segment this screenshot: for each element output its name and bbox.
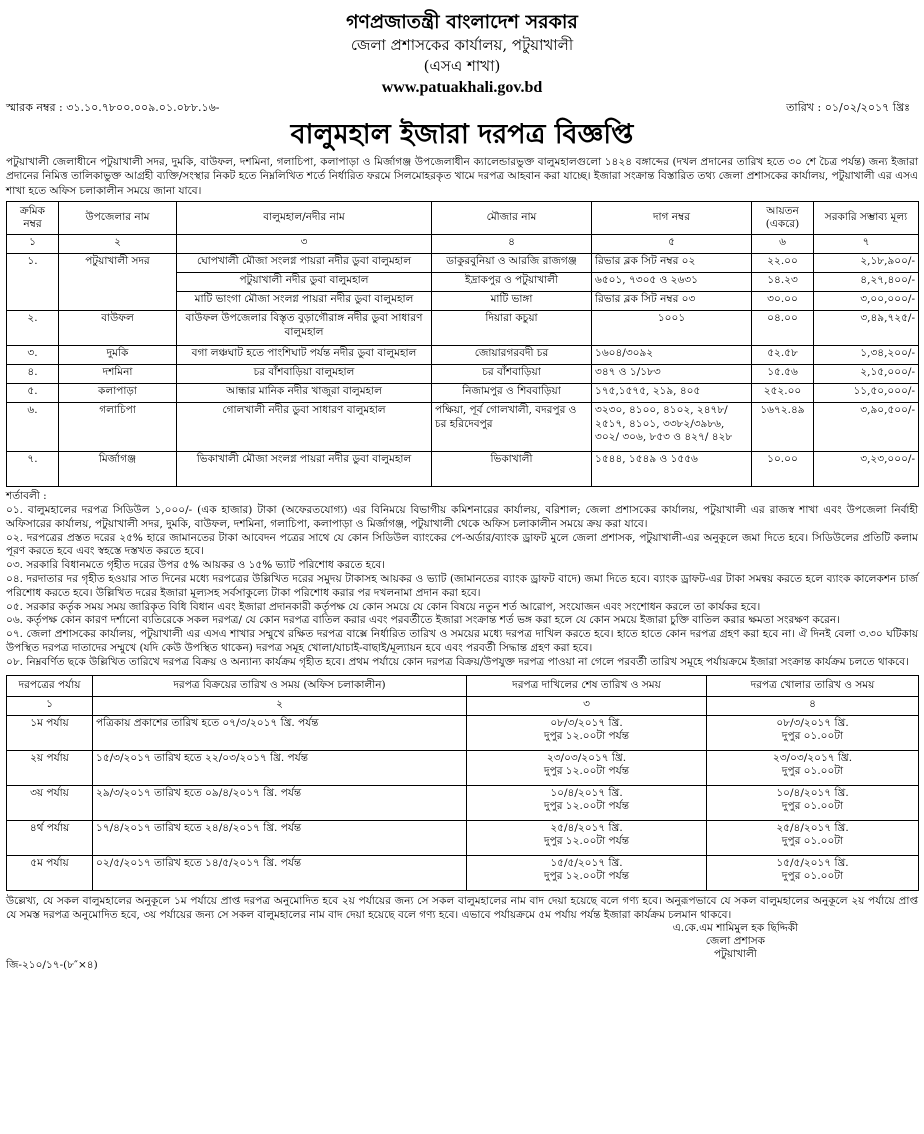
term-item: ০৬. কর্তৃপক্ষ কোন কারণ দর্শানো ব্যতিরেকে সকল দরপত্র/ যে কোন দরপত্র বাতিল করার এবং পরবর্তীতে ইজারা সংক্রান্ত শর্ত ভঙ্গ করা হলে যে কোন সময়ে ইজারা চুক্তি বাতিল করার ক্ষমতা সংরক্ষণ করেন। [6,614,840,627]
opening-time: দুপুর ০১.০০টা [781,765,844,778]
upazila-cell: গলাচিপা [59,403,177,452]
term-item: ০৩. সরকারি বিধানমতে গৃহীত দরের উপর ৫% আয়কর ও ১৫% ভ্যাট পরিশোধ করতে হবে। [6,559,386,572]
col-number: ৫ [592,235,752,254]
col-number: ৪ [432,235,592,254]
intro-paragraph: পটুয়াখালী জেলাধীনে পটুয়াখালী সদর, দুমকি, বাউফল, দশমিনা, গলাচিপা, কলাপাড়া ও মির্জাগঞ্জ উপজেলাধীন ক্যালেন্ডারভুক্ত বালুমহালগুলো ১৪২৪ বঙ্গাব্দের (দখল প্রদানের তারিখ হতে ৩০ শে চৈত্র পর্যন্ত) জন্য ইজারা প্রদানের নিমিত্ত তালিকাভুক্ত আগ্রহী ব্যক্তি/সংস্থার নিকট হতে নিম্নলিখিত শর্তে নির্ধারিত ফরমে সিলমোহরকৃত খামে দরপত্র আহবান করা যাচ্ছে। ইজারা সংক্রান্ত বিস্তারিত তথ্য জেলা প্রশাসকের কার্যালয়, পটুয়াখালী এর এসএ শাখা হতে অফিস চলাকালীন সময়ে জানা যাবে। [6,156,918,197]
submission-time: দুপুর ১২.০০টা পর্যন্ত [544,870,629,883]
value-cell: ২,১৫,০০০/- [814,365,919,384]
submission-date: ২৩/০৩/২০১৭ খ্রি. [546,751,627,764]
mouza-cell: মাটি ভাঙ্গা [432,292,592,311]
opening-date: ০৮/৩/২০১৭ খ্রি. [776,716,849,729]
signatory-name: এ.কে.এম শামিমুল হক ছিদ্দিকী [672,921,798,934]
col-number: ৭ [814,235,919,254]
mouza-cell: চর বাঁশবাড়িয়া [432,365,592,384]
mahal-cell: বাউফল উপজেলার বিস্তৃত বুড়াগৌরাঙ্গ নদীর ডুবা সাধারণ বালুমহাল [177,311,432,346]
mouza-cell: পক্ষিয়া, পূর্ব গোলখালী, বদরপুর ও চর হরিদেবপুর [432,403,592,452]
term-item: ০২. দরপত্রের প্রস্তত দরের ২৫% হারে জামানতের টাকা আবেদন পত্রের সাথে যে কোন সিডিউল ব্যাংকের পে-অর্ডার/ব্যাংক ড্রাফট মুলে জেলা প্রশাসক, পটুয়াখালী-এর অনুকূলে জমা দিতে হবে। সিডিউলের প্রতিটি কলাম পূরণ করতে হবে এবং স্বহস্তে দস্তখত করতে হবে। [6,531,918,558]
mahal-cell: বগা লঞ্চঘাট হতে পাংশিঘাট পর্যন্ত নদীর ডুবা বালুমহাল [177,346,432,365]
col-number: ৬ [752,235,814,254]
section-name: (এসএ শাখা) [423,57,501,75]
area-cell: ০৪.০০ [752,311,814,346]
upazila-cell: দুমকি [59,346,177,365]
serial-cell: ১. [7,254,59,311]
table-row [7,855,919,890]
term-item: ০৫. সরকার কর্তৃক সময় সময় জারিকৃত বিধি বিধান এবং ইজারা প্রদানকারী কর্তৃপক্ষ যে কোন সময়ে যে কোন বিষয়ে নতুন শর্ত আরোপ, সংযোজন এবং সংশোধন করলে তা কার্যকর হবে। [6,600,761,613]
col-header: আয়তন (একরে) [752,202,814,235]
mahal-cell: গোলখালী নদীর ডুবা সাধারণ বালুমহাল [177,403,432,452]
mahal-cell: ঘোপখালী মৌজা সংলগ্ন পায়রা নদীর ডুবা বালুমহাল [177,254,432,273]
dag-cell: ১৭৫,১৫৭৫, ২১৯, ৪০৫ [592,384,752,403]
term-item: ০১. বালুমহালের দরপত্র সিডিউল ১,০০০/- (এক হাজার) টাকা (অফেরতযোগ্য) এর বিনিময়ে বিভাগীয় কমিশনারের কার্যালয়, বরিশাল; জেলা প্রশাসকের কার্যালয়, পটুয়াখালী এর রাজস্ব শাখা এবং উপজেলা নির্বাহী অফিসারের কার্যালয়, পটুয়াখালী সদর, দুমকি, বাউফল, দশমিনা, গলাচিপা, কলাপাড়া ও মির্জাগঞ্জ, পটুয়াখালী থেকে অফিস চলাকালীন সময়ে ক্রয় করা যাবে। [6,504,918,530]
note-paragraph: উল্লেখ্য, যে সকল বালুমহালের অনুকূলে ১ম পর্যায়ে প্রাপ্ত দরপত্র অনুমোদিত হবে ২য় পর্যায়ের জন্য সে সকল বালুমহালের নাম বাদ দেয়া হয়েছে বলে গণ্য হবে। অনুরূপভাবে যে সকল বালুমহালের অনুকূলে ২য় পর্যায়ে প্রাপ্ত যে সমস্ত দরপত্র অনুমোদিত হবে, ৩য় পর্যায়ের জন্য সে সকল বালুমহালের নাম বাদ দেয়া হয়েছে বলে গণ্য হবে। এভাবে পর্যায়ক্রমে ৫ম পর্যায় পর্যন্ত ইজারা কার্যক্রম চলমান থাকবে। [6,894,918,921]
mouza-cell: দিয়ারা কচুয়া [432,311,592,346]
value-cell: ৩,৯০,৫০০/- [814,403,919,452]
sale-cell: ০২/৫/২০১৭ তারিখ হতে ১৪/৫/২০১৭ খ্রি. পর্যন্ত [93,855,467,890]
col-header: দরপত্র খোলার তারিখ ও সময় [707,675,919,696]
dag-cell: ১৬০৪/৩০৯২ [592,346,752,365]
phase-cell: ৪র্থ পর্যায় [7,820,93,855]
upazila-cell: মির্জাগঞ্জ [59,452,177,487]
term-item: ০৪. দরদাতার দর গৃহীত হওয়ার সাত দিনের মধ্যে দরপত্রের উল্লিখিত দরের সমুদয় টাকাসহ আয়কর ও ভ্যাট (জামানতের ব্যাংক ড্রাফট বাদে) জমা দিতে হবে। ব্যাংক ড্রাফট-এর টাকা সমন্বয় করতে হলে ব্যাংক কালেকশন চার্জ পরিশোধ করতে হবে। উল্লিখিত দরের ইজারা মূল্যসহ সর্বসাকুল্যে টাকা পরিশোধ করার পর দখলনামা প্রদান করা হবে। [6,573,918,599]
terms-section [6,490,918,669]
phase-cell: ৩য় পর্যায় [7,785,93,820]
value-cell: ৪,২৭,৪০০/- [814,273,919,292]
value-cell: ৩,০০,০০০/- [814,292,919,311]
office-name: জেলা প্রশাসকের কার্যালয়, পটুয়াখালী [350,36,574,54]
table-row [7,311,919,346]
sale-cell: পত্রিকায় প্রকাশের তারিখ হতে ০৭/৩/২০১৭ খ্রি. পর্যন্ত [93,715,467,750]
submission-cell [467,750,707,785]
serial-cell: ৭. [7,452,59,487]
mahal-cell: মাটি ভাংগা মৌজা সংলগ্ন পায়রা নদীর ডুবা বালুমহাল [177,292,432,311]
opening-cell [707,785,919,820]
opening-date: ১৫/৫/২০১৭ খ্রি. [776,856,849,869]
submission-date: ২৫/৪/২০১৭ খ্রি. [550,821,623,834]
value-cell: ৩,২৩,০০০/- [814,452,919,487]
serial-cell: ৪. [7,365,59,384]
area-cell: ৩০.০০ [752,292,814,311]
area-cell: ১৪.২৩ [752,273,814,292]
upazila-cell: বাউফল [59,311,177,346]
col-header: উপজেলার নাম [59,202,177,235]
sand-mahal-table [6,201,919,487]
col-number: ৪ [707,696,919,715]
value-cell: ১,৩৪,২০০/- [814,346,919,365]
table-row [7,365,919,384]
mouza-cell: জোয়ারগরবদী চর [432,346,592,365]
table-row [7,715,919,750]
notice-title: বালুমহাল ইজারা দরপত্র বিজ্ঞপ্তি [290,119,634,150]
col-header: দাগ নম্বর [592,202,752,235]
signature-block [673,922,798,961]
terms-heading: শর্তাবলী : [6,490,47,503]
column-number-row [7,696,919,715]
phase-cell: ১ম পর্যায় [7,715,93,750]
govt-name: গণপ্রজাতন্ত্রী বাংলাদেশ সরকার [346,11,578,33]
sale-cell: ১৫/৩/২০১৭ তারিখ হতে ২২/০৩/২০১৭ খ্রি. পর্যন্ত [93,750,467,785]
mahal-cell: পটুয়াখালী নদীর ডুবা বালুমহাল [177,273,432,292]
table-row [7,346,919,365]
dag-cell: রিভার ব্লক সিট নম্বর ০২ [592,254,752,273]
table-row [7,403,919,452]
phase-cell: ২য় পর্যায় [7,750,93,785]
opening-cell [707,750,919,785]
area-cell: ৫২.৫৮ [752,346,814,365]
mouza-cell: ডাকুরবুনিয়া ও আরজি রাজগঞ্জ [432,254,592,273]
col-header: মৌজার নাম [432,202,592,235]
table-row [7,785,919,820]
dag-cell: রিভার ব্লক সিট নম্বর ০৩ [592,292,752,311]
print-code: জি-২১০/১৭-(৮″×৪) [6,958,98,971]
table-header-row [7,202,919,235]
dag-cell: ১৫৪৪, ১৫৪৯ ও ১৫৫৬ [592,452,752,487]
submission-cell [467,785,707,820]
dag-cell: ১০০১ [592,311,752,346]
term-item: ০৮. নিম্নবর্ণিত ছকে উল্লিখিত তারিখে দরপত্র বিক্রয় ও অন্যান্য কার্যক্রম গৃহীত হবে। প্রথম পর্যায়ে কোন দরপত্র বিক্রয়/উপযুক্ত দরপত্র পাওয়া না গেলে পরবর্তী তারিখ সমূহে পর্যায়ক্রমে ইজারা সংক্রান্ত কার্যক্রম চলতে থাকবে। [6,655,909,668]
col-number: ২ [93,696,467,715]
mahal-cell: চর বাঁশবাড়িয়া বালুমহাল [177,365,432,384]
upazila-cell: কলাপাড়া [59,384,177,403]
opening-time: দুপুর ০১.০০টা [781,800,844,813]
col-number: ৩ [177,235,432,254]
col-header: বালুমহাল/নদীর নাম [177,202,432,235]
submission-time: দুপুর ১২.০০টা পর্যন্ত [544,835,629,848]
table-row [7,384,919,403]
opening-time: দুপুর ০১.০০টা [781,835,844,848]
term-item: ০৭. জেলা প্রশাসকের কার্যালয়, পটুয়াখালী এর এসএ শাখার সম্মুখে রক্ষিত দরপত্র বাক্সে নির্ধারিত তারিখ ও সময়ের মধ্যে দরপত্র দাখিল করতে হবে। হাতে হাতে কোন দরপত্র গ্রহণ করা হবে না। ঐ দিনই বেলা ৩.৩০ ঘটিকায় উপস্থিত দরপত্র দাতাদের সম্মুখে (যদি কেউ উপস্থিত থাকেন) দরপত্র সমূহ খোলা/যাচাই-বাছাই/মূল্যায়ন হবে এবং পরবর্তী সিদ্ধান্ত গ্রহণ করা হবে। [6,628,918,654]
value-cell: ১১,৫০,০০০/- [814,384,919,403]
table-row [7,254,919,273]
submission-cell [467,855,707,890]
area-cell: ১০.০০ [752,452,814,487]
col-header: দরপত্রের পর্যায় [7,675,93,696]
upazila-cell: দশমিনা [59,365,177,384]
area-cell: ১৬৭২.৪৯ [752,403,814,452]
dag-cell: ৩৪৭ ও ১/১৮৩ [592,365,752,384]
column-number-row [7,235,919,254]
opening-time: দুপুর ০১.০০টা [781,730,844,743]
opening-cell [707,820,919,855]
footer [6,922,918,982]
schedule-table [6,675,919,891]
mahal-cell: আন্ধার মানিক নদীর খাজুরা বালুমহাল [177,384,432,403]
col-number: ২ [59,235,177,254]
table-header-row [7,675,919,696]
submission-cell [467,820,707,855]
col-header: দরপত্র বিক্রয়ের তারিখ ও সময় (অফিস চলাকালীন) [93,675,467,696]
serial-cell: ৬. [7,403,59,452]
area-cell: ১৫.৫৬ [752,365,814,384]
opening-cell [707,855,919,890]
letterhead [6,10,918,98]
opening-date: ১০/৪/২০১৭ খ্রি. [776,786,849,799]
submission-time: দুপুর ১২.০০টা পর্যন্ত [544,730,629,743]
submission-cell [467,715,707,750]
col-header: ক্রমিক নম্বর [7,202,59,235]
dag-cell: ৬৫০১, ৭৩০৫ ও ২৬৩১ [592,273,752,292]
dag-cell: ৩২৩০, ৪১০০, ৪১০২, ২৪৭৮/ ২৫১৭, ৪১০১, ৩৩৮২/৩৯৮৬, ৩০২/ ৩০৬, ৮৫৩ ও ৪২৭/ ৪২৮ [592,403,752,452]
mouza-cell: ইদ্রাকপুর ও পটুয়াখালী [432,273,592,292]
submission-time: দুপুর ১২.০০টা পর্যন্ত [544,800,629,813]
area-cell: ২৫২.০০ [752,384,814,403]
col-header: সরকারি সম্ভাব্য মূল্য [814,202,919,235]
mouza-cell: ভিকাখালী [432,452,592,487]
opening-date: ২৩/০৩/২০১৭ খ্রি. [772,751,853,764]
notice-date: তারিখ : ০১/০২/২০১৭ খ্রিঃ [786,101,910,114]
reference-row [6,100,918,115]
signatory-designation: জেলা প্রশাসক [705,934,766,947]
col-header: দরপত্র দাখিলের শেষ তারিখ ও সময় [467,675,707,696]
col-number: ১ [7,696,93,715]
serial-cell: ৫. [7,384,59,403]
value-cell: ২,১৮,৯০০/- [814,254,919,273]
upazila-cell: পটুয়াখালী সদর [59,254,177,311]
website-url: www.patuakhali.gov.bd [381,79,543,96]
opening-date: ২৫/৪/২০১৭ খ্রি. [776,821,849,834]
opening-cell [707,715,919,750]
serial-cell: ৩. [7,346,59,365]
submission-date: ০৮/৩/২০১৭ খ্রি. [550,716,623,729]
submission-date: ১০/৪/২০১৭ খ্রি. [550,786,623,799]
sale-cell: ১৭/৪/২০১৭ তারিখ হতে ২৪/৪/২০১৭ খ্রি. পর্যন্ত [93,820,467,855]
table-row [7,750,919,785]
sale-cell: ২৯/৩/২০১৭ তারিখ হতে ০৯/৪/২০১৭ খ্রি. পর্যন্ত [93,785,467,820]
mouza-cell: নিজামপুর ও শিববাড়িয়া [432,384,592,403]
value-cell: ৩,৪৯,৭২৫/- [814,311,919,346]
serial-cell: ২. [7,311,59,346]
signatory-place: পটুয়াখালী [713,947,757,960]
col-number: ১ [7,235,59,254]
table-row [7,452,919,487]
phase-cell: ৫ম পর্যায় [7,855,93,890]
opening-time: দুপুর ০১.০০টা [781,870,844,883]
col-number: ৩ [467,696,707,715]
mahal-cell: ভিকাখালী মৌজা সংলগ্ন পায়রা নদীর ডুবা বালুমহাল [177,452,432,487]
table-row [7,820,919,855]
submission-date: ১৫/৫/২০১৭ খ্রি. [550,856,623,869]
submission-time: দুপুর ১২.০০টা পর্যন্ত [544,765,629,778]
area-cell: ২২.০০ [752,254,814,273]
memo-number: স্মারক নম্বর : ৩১.১০.৭৮০০.০০৯.০১.০৮৮.১৬- [6,101,220,114]
